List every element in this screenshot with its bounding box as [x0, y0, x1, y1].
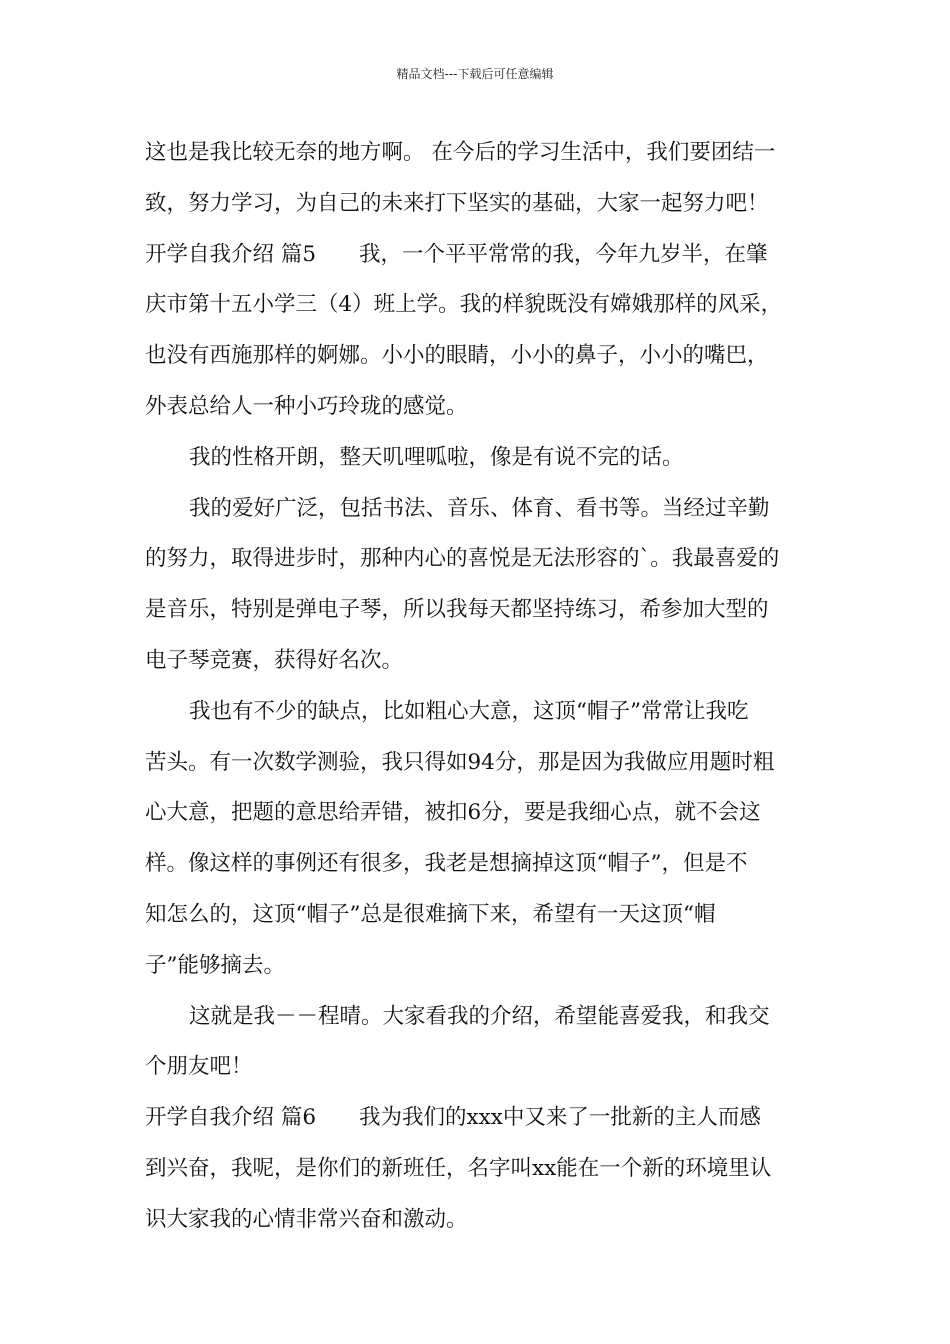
text-line: 这就是我－－程晴。大家看我的介绍，希望能喜爱我，和我交 [189, 1003, 770, 1029]
text-line: 苦头。有一次数学测验，我只得如94分，那是因为我做应用题时粗 [145, 749, 775, 775]
text-line: 个朋友吧！ [145, 1054, 253, 1080]
document-body [145, 128, 810, 1246]
text-line: 也没有西施那样的婀娜。小小的眼睛，小小的鼻子，小小的嘴巴， [145, 343, 769, 369]
text-line: 知怎么的，这顶“帽子”总是很难摘下来，希望有一天这顶“帽 [145, 901, 716, 927]
text-line: 到兴奋，我呢，是你们的新班任，名字叫xx能在一个新的环境里认 [145, 1155, 772, 1181]
text-line: 我也有不少的缺点，比如粗心大意，这顶“帽子”常常让我吃 [189, 698, 749, 724]
text-line: 我的性格开朗，整天叽哩呱啦，像是有说不完的话。 [189, 444, 684, 470]
text-line: 样。像这样的事例还有很多，我老是想摘掉这顶“帽子”，但是不 [145, 851, 748, 877]
text-line: 开学自我介绍 篇6 我为我们的xxx中又来了一批新的主人而感 [145, 1105, 761, 1131]
text-line: 识大家我的心情非常兴奋和激动。 [145, 1206, 468, 1232]
text-line: 这也是我比较无奈的地方啊。 在今后的学习生活中，我们要团结一 [145, 140, 776, 165]
text-line: 庆市第十五小学三（4）班上学。我的样貌既没有嫦娥那样的风采， [145, 292, 783, 318]
text-line: 子”能够摘去。 [145, 952, 285, 978]
text-line: 外表总给人一种小巧玲珑的感觉。 [145, 393, 468, 419]
text-line: 开学自我介绍 篇5 我，一个平平常常的我，今年九岁半，在肇 [145, 241, 768, 267]
page-header: 精品文档---下载后可任意编辑 [396, 67, 554, 81]
text-line: 电子琴竞赛，获得好名次。 [145, 647, 404, 673]
text-line: 致，努力学习，为自己的未来打下坚实的基础，大家一起努力吧！ [145, 190, 769, 216]
text-line: 我的爱好广泛，包括书法、音乐、体育、看书等。当经过辛勤 [189, 495, 770, 521]
text-line: 心大意，把题的意思给弄错，被扣6分，要是我细心点，就不会这 [145, 800, 761, 826]
text-line: 是音乐，特别是弹电子琴，所以我每天都坚持练习，希参加大型的 [145, 597, 769, 623]
text-line: 的努力，取得进步时，那种内心的喜悦是无法形容的`。我最喜爱的 [145, 546, 780, 572]
